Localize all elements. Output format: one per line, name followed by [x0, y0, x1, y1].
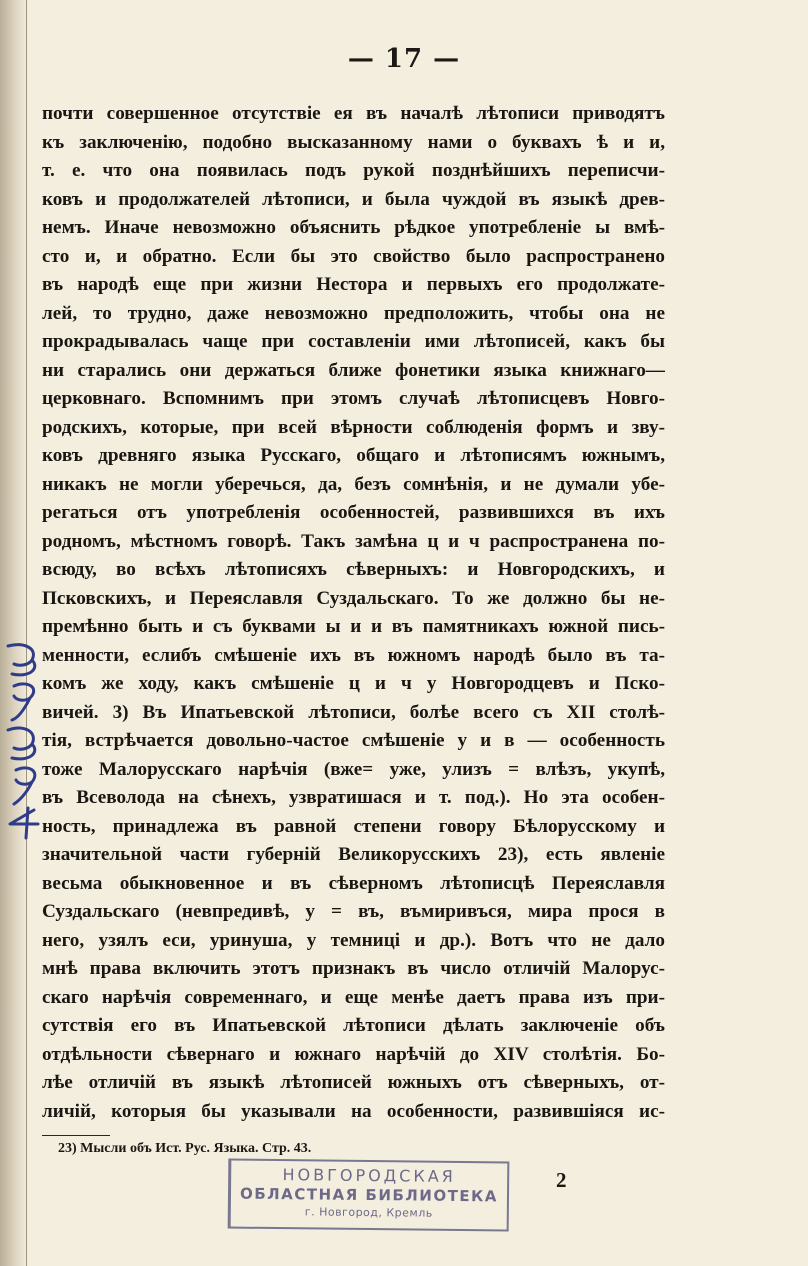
text-line: тоже Малорусскаго нарѣчія (вже= уже, улизъ = влѣзъ, укупѣ,	[42, 758, 665, 780]
text-line: ковъ и продолжателей лѣтописи, и была чуждой въ языкѣ древ-	[42, 188, 665, 210]
text-line: него, узялъ еси, уринуша, у темницi и др.). Вотъ что не дало	[42, 929, 665, 951]
binding-gutter	[0, 0, 28, 1266]
stamp-line-3: г. Новгород, Кремль	[304, 1205, 433, 1220]
text-line: Псковскихъ, и Переяславля Суздальскаго. То же должно бы не-	[42, 587, 665, 609]
text-line: скаго нарѣчія современнаго, и еще менѣе даетъ права изъ при-	[42, 986, 665, 1008]
text-line: никакъ не могли уберечься, да, безъ сомнѣнія, и не думали убе-	[42, 473, 665, 495]
signature-mark: 2	[556, 1168, 567, 1192]
text-line: комъ же ходу, какъ смѣшеніе ц и ч у Новгородцевъ и Пско-	[42, 673, 665, 694]
page-number: — 17 —	[347, 44, 461, 74]
text-line: ность, принадлежа въ равной степени говору Бѣлорусскому и	[42, 815, 665, 837]
text-line: немъ. Иначе невозможно объяснить рѣдкое употребленіе ы вмѣ-	[42, 217, 665, 238]
text-line: почти совершенное отсутствіе ея въ началѣ лѣтописи приводятъ	[42, 103, 665, 124]
text-line: вичей. 3) Въ Ипатьевской лѣтописи, болѣе всего съ XII столѣ-	[42, 701, 665, 723]
footnote-rule	[42, 1135, 110, 1136]
text-line: отдѣльности сѣвернаго и южнаго нарѣчій до XIV столѣтія. Бо-	[42, 1043, 665, 1065]
text-line: менности, еслибъ смѣшеніе ихъ въ южномъ народѣ было въ та-	[42, 644, 665, 666]
text-line: лей, то трудно, даже невозможно предположить, чтобы она не	[42, 302, 665, 324]
text-line: мнѣ права включить этотъ признакъ въ число отличій Малорус-	[42, 958, 665, 979]
text-line: всюду, во всѣхъ лѣтописяхъ сѣверныхъ: и Новгородскихъ, и	[42, 559, 665, 580]
stamp-line-2: ОБЛАСТНАЯ БИБЛИОТЕКА	[239, 1184, 499, 1206]
library-stamp	[228, 1159, 510, 1232]
text-line: къ заключенію, подобно высказанному нами о буквахъ ѣ и и,	[42, 131, 665, 153]
text-line: тія, встрѣчается довольно-частое смѣшеніе у и в — особенность	[42, 730, 665, 751]
text-line: ни старались они держаться ближе фонетики языка книжнаго—	[42, 359, 665, 381]
text-line: сто и, и обратно. Если бы это свойство было распространено	[42, 245, 665, 267]
text-line: весьма обыкновенное и въ сѣверномъ лѣтописцѣ Переяславля	[42, 872, 665, 894]
text-line: лѣе отличій въ языкѣ лѣтописей южныхъ отъ сѣверныхъ, от-	[42, 1072, 665, 1093]
text-line: регаться отъ употребленія особенностей, развившихся въ ихъ	[42, 502, 665, 523]
text-line: Суздальскаго (невпредивѣ, у = въ, въмиривъся, мира прося в	[42, 901, 665, 922]
stamp-line-1: НОВГОРОДСКАЯ	[282, 1165, 456, 1186]
text-line: значительной части губерній Великорусскихъ 23), есть явленіе	[42, 844, 665, 865]
text-line: въ народѣ еще при жизни Нестора и первыхъ его продолжате-	[42, 274, 665, 295]
handwritten-inventory-number	[0, 640, 54, 840]
text-line: ковъ древняго языка Русскаго, общаго и лѣтописямъ южнымъ,	[42, 445, 665, 466]
text-line: т. е. что она появилась подъ рукой позднѣйшихъ переписчи-	[42, 160, 665, 181]
text-line: личій, которыя бы указывали на особенности, развившіяся ис-	[42, 1100, 665, 1122]
text-line: родномъ, мѣстномъ говорѣ. Такъ замѣна ц и ч распространена по-	[42, 530, 665, 552]
body-text	[42, 100, 665, 1126]
text-line: родскихъ, которые, при всей вѣрности соблюденія формъ и зву-	[42, 416, 665, 438]
text-line: прокрадывалась чаще при составленіи ими лѣтописей, какъ бы	[42, 331, 665, 352]
footnote: 23) Мысли объ Ист. Рус. Языка. Стр. 43.	[58, 1141, 312, 1156]
text-line: церковнаго. Вспомнимъ при этомъ случаѣ лѣтописцевъ Новго-	[42, 388, 665, 409]
text-line: сутствія его въ Ипатьевской лѣтописи дѣлать заключеніе объ	[42, 1015, 665, 1036]
text-line: въ Всеволода на сѣнехъ, узвратишася и т. под.). Но эта особен-	[42, 787, 665, 808]
page-edge	[26, 0, 27, 1266]
text-line: премѣнно быть и съ буквами ы и и въ памятникахъ южной пись-	[42, 616, 665, 637]
